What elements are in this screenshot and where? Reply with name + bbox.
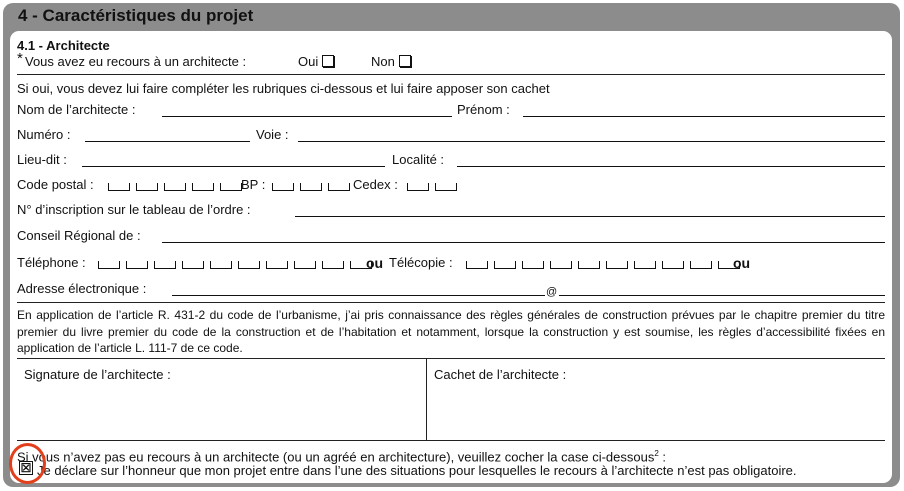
digit-cell[interactable] <box>164 183 186 191</box>
telecopie-cells[interactable] <box>466 261 740 269</box>
highlight-circle <box>9 443 46 484</box>
bp-label: BP : <box>241 177 266 192</box>
conseil-field[interactable] <box>162 242 885 243</box>
code-postal-label: Code postal : <box>17 177 94 192</box>
digit-cell[interactable] <box>300 183 322 191</box>
ou-separator: ou <box>733 255 751 271</box>
digit-cell[interactable] <box>108 183 130 191</box>
divider <box>17 358 885 359</box>
section-title: 4 - Caractéristiques du projet <box>18 6 254 25</box>
oui-option[interactable] <box>298 54 334 70</box>
digit-cell[interactable] <box>136 183 158 191</box>
digit-cell[interactable] <box>662 261 684 269</box>
prenom-label: Prénom : <box>457 102 510 117</box>
prenom-field[interactable] <box>523 116 885 117</box>
cedex-label: Cedex : <box>353 177 398 192</box>
no-architect-checkbox[interactable]: ☒ <box>20 461 32 475</box>
digit-cell[interactable] <box>550 261 572 269</box>
voie-field[interactable] <box>298 141 885 142</box>
divider <box>17 302 885 303</box>
digit-cell[interactable] <box>98 261 120 269</box>
cachet-label: Cachet de l’architecte : <box>434 367 567 382</box>
digit-cell[interactable] <box>322 261 344 269</box>
cedex-cells[interactable] <box>407 183 457 191</box>
architect-heading: 4.1 - Architecte <box>17 38 110 53</box>
code-postal-cells[interactable] <box>108 183 242 191</box>
digit-cell[interactable] <box>126 261 148 269</box>
telecopie-label: Télécopie : <box>389 255 453 270</box>
email-domain-field[interactable] <box>559 295 885 296</box>
digit-cell[interactable] <box>210 261 232 269</box>
bp-cells[interactable] <box>272 183 350 191</box>
lieu-dit-label: Lieu-dit : <box>17 152 67 167</box>
signature-label: Signature de l’architecte : <box>24 367 171 382</box>
digit-cell[interactable] <box>328 183 350 191</box>
declaration-text: En application de l’article R. 431-2 du code de l’urbanisme, j’ai pris connaissance des règles générales de construction prévues par le chapitre premier du titre premier du livre premier du code de la construction et de l’habitation et notamment, lorsque la construction y est soumise, les règles d’accessibilité fixées en application de l’article L. 111-7 de ce code. <box>17 308 885 355</box>
instructions-text: Si oui, vous devez lui faire compléter les rubriques ci-dessous et lui faire apposer son cachet <box>17 81 550 96</box>
oui-label: Oui <box>298 54 319 69</box>
digit-cell[interactable] <box>272 183 294 191</box>
digit-cell[interactable] <box>466 261 488 269</box>
inscription-field[interactable] <box>295 216 885 217</box>
cachet-area[interactable] <box>430 383 885 438</box>
digit-cell[interactable] <box>266 261 288 269</box>
oui-checkbox[interactable] <box>322 55 334 67</box>
non-option[interactable] <box>371 54 411 70</box>
digit-cell[interactable] <box>578 261 600 269</box>
lieu-dit-field[interactable] <box>82 166 385 167</box>
digit-cell[interactable] <box>522 261 544 269</box>
required-asterisk: * <box>17 50 23 67</box>
ou-separator: ou <box>366 255 384 271</box>
digit-cell[interactable] <box>634 261 656 269</box>
architect-question: Vous avez eu recours à un architecte : <box>25 54 247 69</box>
divider <box>426 358 427 440</box>
no-architect-intro: Si vous n’avez pas eu recours à un architecte (ou un agréé en architecture), veuillez cocher la case ci-dessous$^2$ : <box>17 449 667 465</box>
digit-cell[interactable] <box>238 261 260 269</box>
no-architect-statement: Je déclare sur l’honneur que mon projet entre dans l’une des situations pour lesquelles le recours à l’architecte n’est pas obligatoire. <box>37 463 797 478</box>
conseil-label: Conseil Régional de : <box>17 228 141 243</box>
digit-cell[interactable] <box>182 261 204 269</box>
signature-area[interactable] <box>17 383 422 438</box>
footnote-ref: 2 <box>654 449 659 458</box>
localite-label: Localité : <box>392 152 445 167</box>
inscription-label: N° d’inscription sur le tableau de l’ordre : <box>17 202 251 217</box>
digit-cell[interactable] <box>192 183 214 191</box>
telephone-cells[interactable] <box>98 261 372 269</box>
nom-label: Nom de l’architecte : <box>17 102 136 117</box>
digit-cell[interactable] <box>294 261 316 269</box>
localite-field[interactable] <box>457 166 885 167</box>
numero-label: Numéro : <box>17 127 71 142</box>
divider <box>17 74 885 75</box>
non-checkbox[interactable] <box>399 55 411 67</box>
digit-cell[interactable] <box>690 261 712 269</box>
non-label: Non <box>371 54 395 69</box>
email-local-field[interactable] <box>172 295 545 296</box>
digit-cell[interactable] <box>154 261 176 269</box>
voie-label: Voie : <box>256 127 289 142</box>
digit-cell[interactable] <box>606 261 628 269</box>
digit-cell[interactable] <box>220 183 242 191</box>
at-sign: @ <box>546 286 558 298</box>
email-label: Adresse électronique : <box>17 281 147 296</box>
digit-cell[interactable] <box>407 183 429 191</box>
telephone-label: Téléphone : <box>17 255 86 270</box>
divider <box>17 440 885 441</box>
numero-field[interactable] <box>85 141 250 142</box>
digit-cell[interactable] <box>494 261 516 269</box>
nom-field[interactable] <box>162 116 452 117</box>
digit-cell[interactable] <box>435 183 457 191</box>
